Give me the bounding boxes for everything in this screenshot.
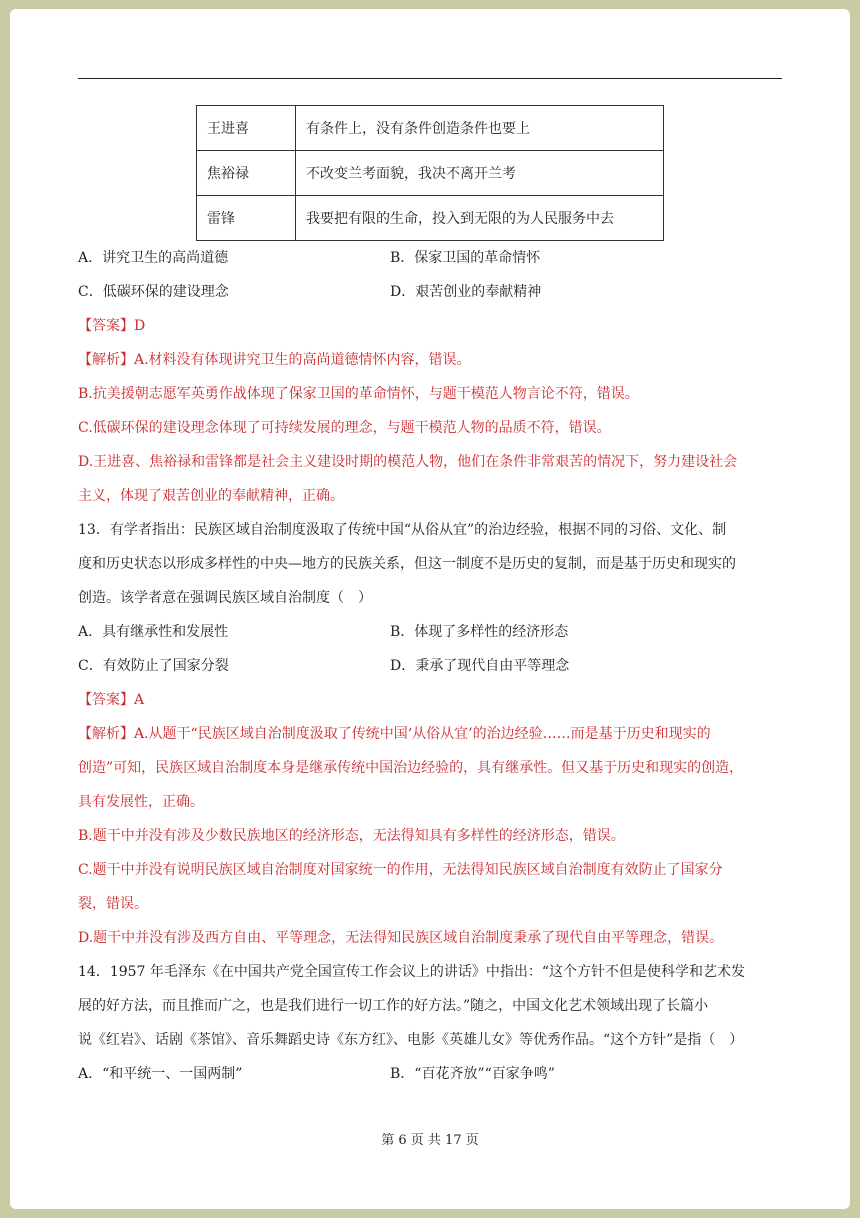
header-rule [78, 78, 782, 79]
q13-analysis-line: C.题干中并没有说明民族区域自治制度对国家统一的作用，无法得知民族区域自治制度有效防止了国家分 [78, 862, 723, 878]
analysis-text: A.从题干“民族区域自治制度汲取了传统中国‘从俗从宜’的治边经验……而是基于历史和现实的 [134, 726, 711, 742]
page-footer: 第 6 页 共 17 页 [381, 1133, 479, 1148]
q13-option-d: D．秉承了现代自由平等理念 [390, 658, 570, 674]
q13-analysis-line: B.题干中并没有涉及少数民族地区的经济形态，无法得知具有多样性的经济形态，错误。 [78, 828, 625, 844]
q14-stem-line: 展的好方法，而且推而广之，也是我们进行一切工作的好方法。”随之，中国文化艺术领域出现了长篇小 [78, 998, 709, 1014]
q13-analysis-line: 创造”可知，民族区域自治制度本身是继承传统中国治边经验的，具有继承性。但又基于历史和现实的创造， [78, 760, 744, 776]
q12-option-c: C．低碳环保的建设理念 [78, 284, 229, 300]
q13-option-b: B．体现了多样性的经济形态 [390, 624, 569, 640]
q13-option-a: A．具有继承性和发展性 [78, 624, 229, 640]
table-row [197, 106, 664, 151]
q13-stem-line: 13．有学者指出：民族区域自治制度汲取了传统中国“从俗从宜”的治边经验，根据不同的习俗、文化、制 [78, 522, 727, 538]
q14-stem-line: 说《红岩》、话剧《茶馆》、音乐舞蹈史诗《东方红》、电影《英雄儿女》等优秀作品。“这个方针”是指（ ） [78, 1032, 744, 1048]
q14-option-a: A．“和平统一、一国两制” [78, 1066, 243, 1082]
answer-value: A [134, 692, 145, 708]
analysis-text: A.材料没有体现讲究卫生的高尚道德情怀内容，错误。 [134, 352, 471, 368]
table-row [197, 151, 664, 196]
table-row [197, 196, 664, 241]
table-cell-quote: 有条件上，没有条件创造条件也要上 [296, 106, 664, 151]
q13-analysis-line [78, 725, 711, 743]
q13-analysis-line: D.题干中并没有涉及西方自由、平等理念，无法得知民族区域自治制度秉承了现代自由平等理念，错误。 [78, 930, 724, 946]
answer-label: 【答案】 [78, 692, 134, 708]
q12-analysis-line: D.王进喜、焦裕禄和雷锋都是社会主义建设时期的模范人物，他们在条件非常艰苦的情况下，努力建设社会 [78, 454, 738, 470]
q13-analysis-line: 裂，错误。 [78, 896, 148, 912]
q12-analysis-line: C.低碳环保的建设理念体现了可持续发展的理念，与题干模范人物的品质不符，错误。 [78, 420, 611, 436]
q12-analysis-line [78, 351, 471, 369]
table-cell-name: 焦裕禄 [197, 151, 296, 196]
q13-analysis-line: 具有发展性，正确。 [78, 794, 204, 810]
table-cell-name: 雷锋 [197, 196, 296, 241]
analysis-label: 【解析】 [78, 726, 134, 742]
q12-analysis-line: B.抗美援朝志愿军英勇作战体现了保家卫国的革命情怀，与题干模范人物言论不符，错误。 [78, 386, 639, 402]
table-cell-quote: 我要把有限的生命，投入到无限的为人民服务中去 [296, 196, 664, 241]
q12-option-d: D．艰苦创业的奉献精神 [390, 284, 542, 300]
q13-stem-line: 创造。该学者意在强调民族区域自治制度（ ） [78, 590, 372, 606]
model-workers-table [196, 105, 664, 241]
analysis-label: 【解析】 [78, 352, 134, 368]
q12-analysis-line: 主义，体现了艰苦创业的奉献精神，正确。 [78, 488, 344, 504]
q14-stem-line: 14．1957 年毛泽东《在中国共产党全国宣传工作会议上的讲话》中指出：“这个方针不但是使科学和艺术发 [78, 964, 746, 980]
q13-answer [78, 691, 144, 709]
q12-option-a: A．讲究卫生的高尚道德 [78, 250, 229, 266]
answer-value: D [134, 318, 146, 334]
q14-option-b: B．“百花齐放”“百家争鸣” [390, 1066, 555, 1082]
table-cell-quote: 不改变兰考面貌，我决不离开兰考 [296, 151, 664, 196]
q13-option-c: C．有效防止了国家分裂 [78, 658, 229, 674]
answer-label: 【答案】 [78, 318, 134, 334]
q12-answer [78, 317, 145, 335]
table-cell-name: 王进喜 [197, 106, 296, 151]
document-page [10, 9, 850, 1209]
q12-option-b: B．保家卫国的革命情怀 [390, 250, 541, 266]
q13-stem-line: 度和历史状态以形成多样性的中央—地方的民族关系，但这一制度不是历史的复制，而是基于历史和现实的 [78, 556, 736, 572]
